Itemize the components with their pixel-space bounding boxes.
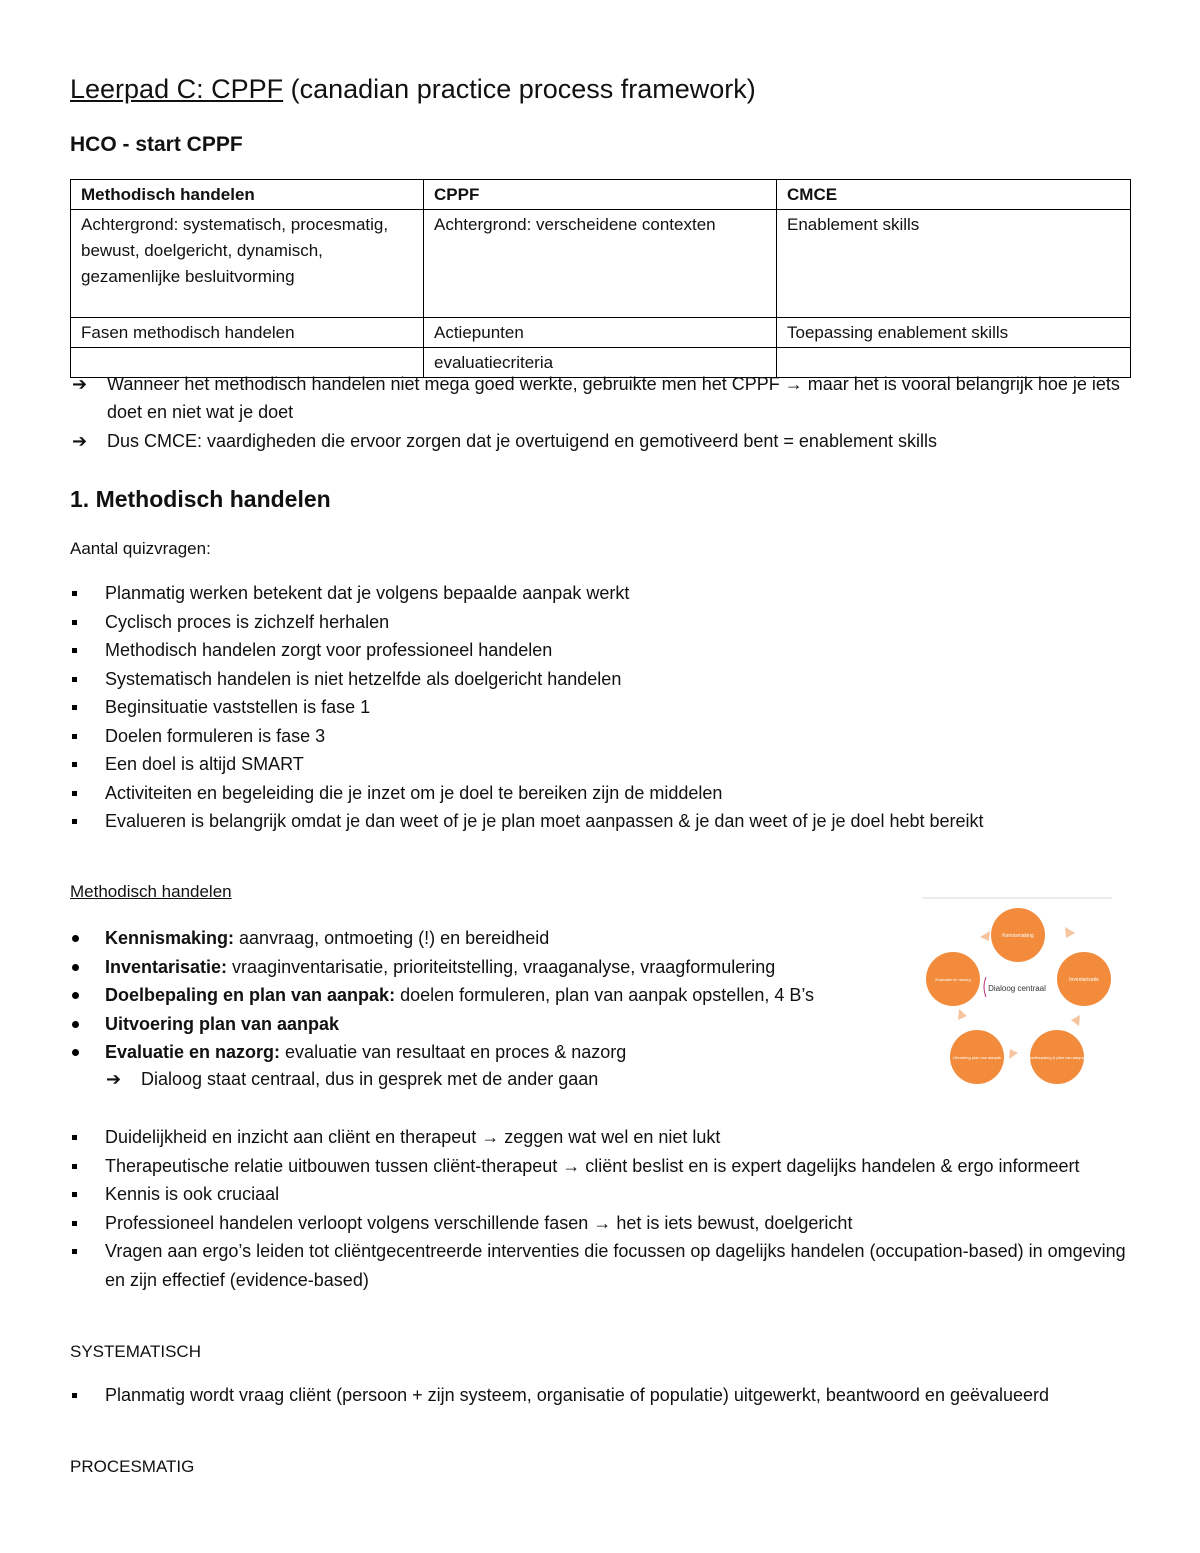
cycle-node-label: Doelbepaling & plan van aanpak [1028, 1055, 1086, 1060]
phase-name: Inventarisatie: [105, 956, 228, 977]
cycle-arrow-icon [1009, 1049, 1018, 1059]
arrow-icon: ➔ [72, 431, 88, 451]
procesmatig-label: PROCESMATIG [70, 1457, 195, 1476]
table-header-cell: Methodisch handelen [71, 180, 424, 210]
table-cell: Enablement skills [777, 210, 1131, 318]
list-item: Activiteiten en begeleiding die je inzet om je doel te bereiken zijn de middelen [70, 779, 1150, 808]
table-header-cell: CPPF [424, 180, 777, 210]
phase-desc: aanvraag, ontmoeting (!) en bereidheid [234, 928, 550, 948]
arrow-note [72, 370, 1132, 426]
table-cell: Actiepunten [424, 318, 777, 348]
phase-item [70, 1010, 910, 1039]
list-item: Duidelijkheid en inzicht aan cliënt en therapeut → zeggen wat wel en niet lukt [70, 1123, 1150, 1152]
diagram-center-label: Dialoog centraal [988, 984, 1046, 993]
arrow-icon: ➔ [72, 374, 88, 394]
quiz-list [70, 579, 1150, 836]
arrow-note-text: Dus CMCE: vaardigheden die ervoor zorgen dat je overtuigend en gemotiveerd bent = enablement skills [107, 431, 937, 451]
systematisch-label: SYSTEMATISCH [70, 1342, 201, 1361]
title-underlined: Leerpad C: CPPF [70, 74, 284, 104]
phase-name: Evaluatie en nazorg: [105, 1042, 281, 1062]
arrow-note [72, 427, 1132, 455]
list-item: Planmatig wordt vraag cliënt (persoon + zijn systeem, organisatie of populatie) uitgewerkt, beantwoord en geëvalueerd [70, 1381, 1070, 1410]
phase-item [70, 981, 910, 1010]
cycle-node-label: Kennismaking [1002, 933, 1034, 939]
phase-name: Doelbepaling en plan van aanpak: [105, 985, 396, 1005]
title-rest: (canadian practice process framework) [283, 74, 756, 104]
cycle-arrow-icon [1071, 1015, 1080, 1026]
list-item: Kennis is ook cruciaal [70, 1180, 1150, 1209]
table-cell: Fasen methodisch handelen [71, 318, 424, 348]
phase-desc: doelen formuleren, plan van aanpak opstellen, 4 B’s [395, 985, 815, 1005]
phase-item [70, 953, 910, 982]
table-cell: evaluatiecriteria [424, 348, 777, 378]
arrow-note-text: Dialoog staat centraal, dus in gesprek met de ander gaan [141, 1069, 599, 1089]
cycle-node-label: Evaluatie en nazorg [935, 977, 971, 982]
list-item: Beginsituatie vaststellen is fase 1 [70, 693, 1150, 722]
phase-item [70, 1038, 910, 1067]
table-cell: Achtergrond: systematisch, procesmatig, bewust, doelgericht, dynamisch, gezamenlijke besluitvorming [71, 210, 424, 318]
dialog-cycle-diagram [920, 895, 1114, 1089]
list-item: Methodisch handelen zorgt voor professioneel handelen [70, 636, 1150, 665]
list-item: Evalueren is belangrijk omdat je dan weet of je je plan moet aanpassen & je dan weet of je je doel hebt bereikt [70, 807, 1150, 836]
table-row [71, 318, 1131, 348]
section-heading: 1. Methodisch handelen [70, 486, 331, 512]
list-item: Systematisch handelen is niet hetzelfde als doelgericht handelen [70, 665, 1150, 694]
points-list [70, 1123, 1150, 1294]
phase-desc: evaluatie van resultaat en proces & nazorg [280, 1042, 627, 1062]
table-header-cell: CMCE [777, 180, 1131, 210]
cycle-arrow-icon [980, 931, 990, 941]
list-item: Vragen aan ergo’s leiden tot cliëntgecentreerde interventies die focussen op dagelijks handelen (occupation-based) in omgeving en zijn effectief (evidence-based) [70, 1237, 1150, 1294]
cycle-arrow-icon [1065, 927, 1075, 938]
arrow-note-text: Wanneer het methodisch handelen niet mega goed werkte, gebruikte men het CPPF → maar het is vooral belangrijk hoe je iets doet en niet wat je doet [107, 374, 1120, 422]
arrow-icon: ➔ [106, 1069, 122, 1089]
phase-desc: vraaginventarisatie, prioriteitstelling, vraaganalyse, vraagformulering [227, 956, 776, 977]
list-item: Professioneel handelen verloopt volgens verschillende fasen → het is iets bewust, doelgericht [70, 1209, 1150, 1238]
page-title [70, 74, 756, 105]
quiz-label: Aantal quizvragen: [70, 539, 211, 558]
table-cell: Achtergrond: verscheidene contexten [424, 210, 777, 318]
comparison-table [70, 179, 1131, 378]
table-cell: Toepassing enablement skills [777, 318, 1131, 348]
cycle-arrow-icon [958, 1009, 967, 1020]
phase-name: Uitvoering plan van aanpak [105, 1013, 340, 1034]
cycle-node-label: Uitvoering plan van aanpak [952, 1055, 1002, 1060]
sub-heading: Methodisch handelen [70, 882, 232, 901]
table-row [71, 210, 1131, 318]
list-item: Doelen formuleren is fase 3 [70, 722, 1150, 751]
systematisch-list [70, 1381, 1070, 1410]
phases-list [70, 924, 910, 1067]
phase-item [70, 924, 910, 953]
list-item: Cyclisch proces is zichzelf herhalen [70, 608, 1150, 637]
subtitle: HCO - start CPPF [70, 133, 243, 156]
phase-name: Kennismaking: [105, 928, 235, 948]
table-header-row [71, 180, 1131, 210]
phase-arrow-note [106, 1065, 906, 1093]
bracket-icon [984, 977, 986, 997]
list-item: Een doel is altijd SMART [70, 750, 1150, 779]
list-item: Therapeutische relatie uitbouwen tussen cliënt-therapeut → cliënt beslist en is expert dagelijks handelen & ergo informeert [70, 1152, 1150, 1181]
list-item: Planmatig werken betekent dat je volgens bepaalde aanpak werkt [70, 579, 1150, 608]
cycle-node-label: Inventarisatie [1069, 977, 1099, 983]
